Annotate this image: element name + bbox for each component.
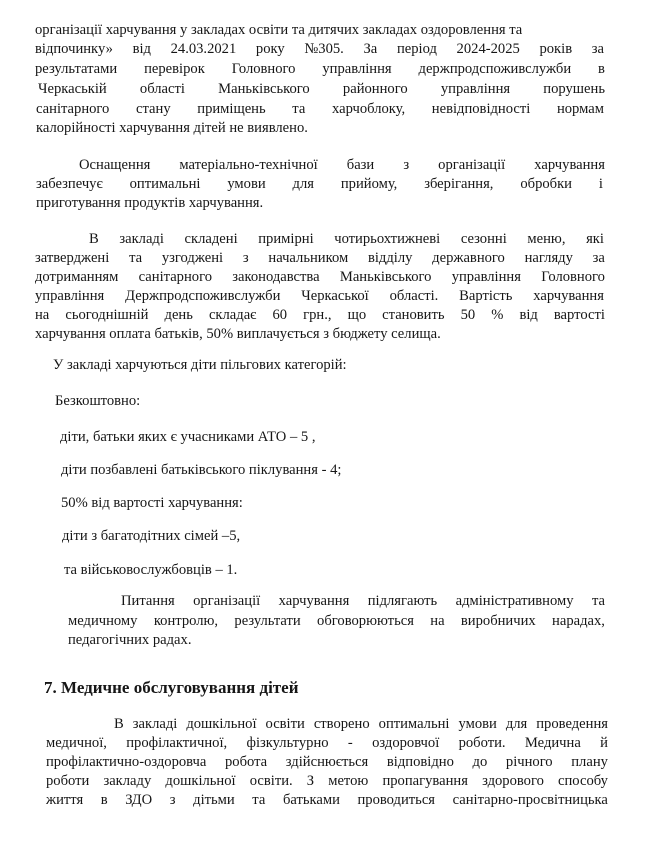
privileged-categories-line: У закладі харчуються діти пільгових категорій: (53, 357, 347, 373)
text-line: результатами перевірок Головного управління держпродспоживслужби в (35, 61, 605, 77)
text-line: медичної, профілактичної, фізкультурно - оздоровчої роботи. Медична й (46, 735, 608, 751)
text-line: медичному контролю, результати обговорюються на виробничих нарадах, (68, 613, 605, 629)
text-line: Оснащення матеріально-технічної бази з організації харчування (79, 157, 605, 173)
text-line: профілактично-оздоровча робота здійснюється відповідно до річного плану (46, 754, 608, 770)
text-line: затверджені та узгоджені з начальником відділу державного нагляду за (35, 250, 605, 266)
large-families-line: діти з багатодітних сімей –5, (62, 528, 241, 544)
text-line: санітарного стану приміщень та харчоблоку, невідповідності нормам (36, 101, 604, 117)
text-line: управління Держпродспоживслужби Черкаської області. Вартість харчування (35, 288, 604, 304)
text-line: організації харчування у закладах освіти та дитячих закладах оздоровлення та (35, 22, 523, 38)
text-line: Питання організації харчування підлягають адміністративному та (121, 593, 605, 609)
text-line: Черкаській області Маньківського районного управління порушень (38, 81, 605, 97)
ato-children-line: діти, батьки яких є учасниками АТО – 5 , (60, 429, 316, 445)
text-line: В закладі складені примірні чотирьохтижневі сезонні меню, які (89, 231, 604, 247)
text-line: життя в ЗДО з дітьми та батьками проводиться санітарно-просвітницька (46, 792, 608, 808)
text-line: роботи закладу дошкільної освіти. З метою пропагування здорового способу (46, 773, 608, 789)
text-line: калорійності харчування дітей не виявлено. (36, 120, 308, 136)
text-line: забезпечує оптимальні умови для прийому, зберігання, обробки і (36, 176, 603, 192)
orphans-line: діти позбавлені батьківського піклування - 4; (61, 462, 342, 478)
free-of-charge-line: Безкоштовно: (55, 393, 141, 409)
text-line: харчування оплата батьків, 50% виплачується з бюджету селища. (35, 326, 441, 342)
half-cost-line: 50% від вартості харчування: (61, 495, 243, 511)
text-line: В закладі дошкільної освіти створено оптимальні умови для проведення (114, 716, 608, 732)
text-line: приготування продуктів харчування. (36, 195, 264, 211)
section-heading: 7. Медичне обслуговування дітей (44, 678, 299, 697)
text-line: педагогічних радах. (68, 632, 192, 648)
text-line: відпочинку» від 24.03.2021 року №305. За період 2024-2025 років за (35, 41, 604, 57)
text-line: на сьогоднішній день складає 60 грн., що становить 50 % від вартості (35, 307, 605, 323)
text-line: дотриманням санітарного законодавства Маньківського управління Головного (35, 269, 605, 285)
military-children-line: та військовослужбовців – 1. (64, 562, 238, 578)
